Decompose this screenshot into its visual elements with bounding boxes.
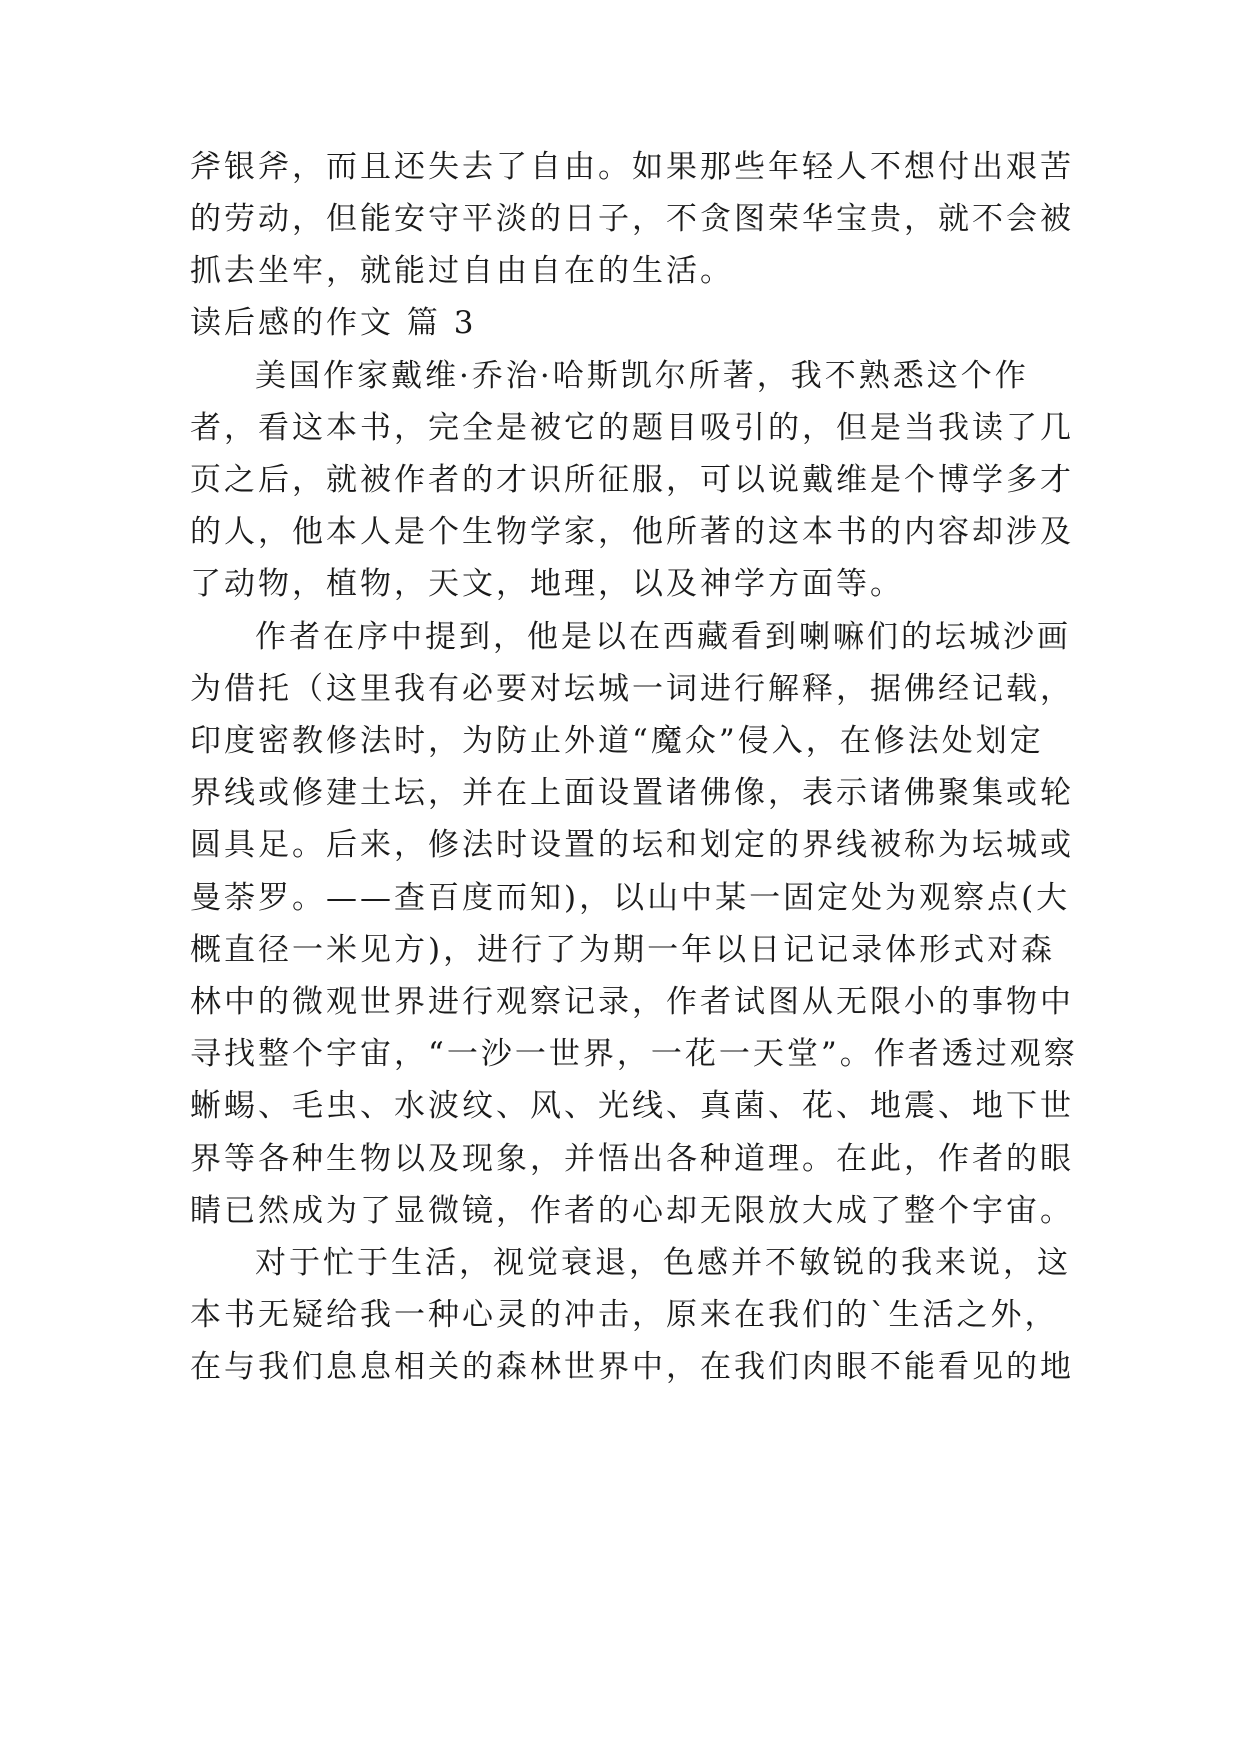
text-line-24: 在与我们息息相关的森林世界中，在我们肉眼不能看见的地 xyxy=(190,1349,1074,1385)
text-line-17: 林中的微观世界进行观察记录，作者试图从无限小的事物中 xyxy=(190,984,1074,1020)
text-line-1: 斧银斧，而且还失去了自由。如果那些年轻人不想付出艰苦 xyxy=(190,149,1074,185)
text-line-18: 寻找整个宇宙，“一沙一世界，一花一天堂”。作者透过观察 xyxy=(190,1036,1078,1072)
text-line-10: 作者在序中提到，他是以在西藏看到喇嘛们的坛城沙画 xyxy=(255,619,1071,655)
text-line-14: 圆具足。后来，修法时设置的坛和划定的界线被称为坛城或 xyxy=(190,827,1074,863)
text-line-23: 本书无疑给我一种心灵的冲击，原来在我们的`生活之外， xyxy=(190,1297,1059,1333)
text-line-22: 对于忙于生活，视觉衰退，色感并不敏锐的我来说，这 xyxy=(255,1245,1071,1281)
text-line-16: 概直径一米见方)，进行了为期一年以日记记录体形式对森 xyxy=(190,932,1056,968)
text-line-12: 印度密教修法时，为防止外道“魔众”侵入，在修法处划定 xyxy=(190,723,1044,759)
text-line-5: 美国作家戴维·乔治·哈斯凯尔所著，我不熟悉这个作 xyxy=(255,358,1029,394)
text-line-19: 蜥蜴、毛虫、水波纹、风、光线、真菌、花、地震、地下世 xyxy=(190,1088,1074,1124)
text-line-3: 抓去坐牢，就能过自由自在的生活。 xyxy=(190,253,734,289)
text-line-7: 页之后，就被作者的才识所征服，可以说戴维是个博学多才 xyxy=(190,462,1074,498)
text-line-8: 的人，他本人是个生物学家，他所著的这本书的内容却涉及 xyxy=(190,514,1074,550)
section-heading: 读后感的作文 篇 3 xyxy=(190,305,477,341)
text-line-2: 的劳动，但能安守平淡的日子，不贪图荣华宝贵，就不会被 xyxy=(190,201,1074,237)
text-line-20: 界等各种生物以及现象，并悟出各种道理。在此，作者的眼 xyxy=(190,1141,1074,1177)
text-line-9: 了动物，植物，天文，地理，以及神学方面等。 xyxy=(190,566,904,602)
text-line-21: 睛已然成为了显微镜，作者的心却无限放大成了整个宇宙。 xyxy=(190,1193,1074,1229)
text-line-15: 曼荼罗。——查百度而知)，以山中某一固定处为观察点(大 xyxy=(190,880,1071,916)
text-line-6: 者，看这本书，完全是被它的题目吸引的，但是当我读了几 xyxy=(190,410,1074,446)
text-line-13: 界线或修建土坛，并在上面设置诸佛像，表示诸佛聚集或轮 xyxy=(190,775,1074,811)
text-line-11: 为借托（这里我有必要对坛城一词进行解释，据佛经记载， xyxy=(190,671,1074,707)
